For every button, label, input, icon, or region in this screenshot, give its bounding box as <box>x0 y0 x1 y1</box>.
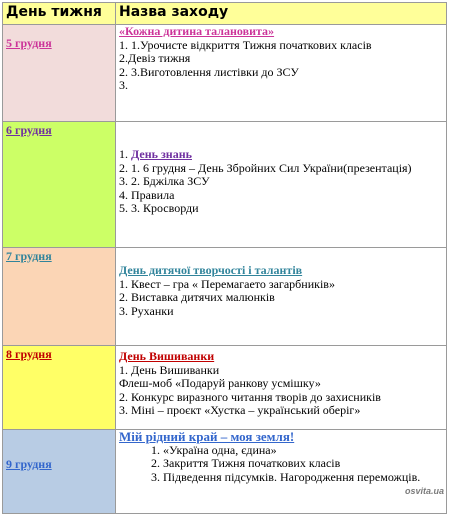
event-cell <box>116 25 447 122</box>
table-row <box>3 122 447 248</box>
header-row <box>3 3 447 25</box>
spacer <box>119 248 443 264</box>
list-item: 3. Руханки <box>119 303 174 318</box>
date-label: 7 грудня <box>6 249 52 263</box>
list-item: 2. Закриття Тижня початкових класів <box>151 456 341 470</box>
event-cell <box>116 346 447 430</box>
spacer <box>119 122 443 138</box>
list-item: 5. 3. Кросворди <box>119 201 199 215</box>
list-item: 4. Правила <box>119 187 175 202</box>
list-item: 1. Квест – гра « Перемагаето загарбників» <box>119 276 335 291</box>
event-title: День Вишиванки <box>119 349 215 363</box>
table-row <box>3 430 447 514</box>
list-item: 3. Міні – проєкт «Хустка – український оберіг» <box>119 403 361 417</box>
event-cell <box>116 122 447 248</box>
date-label: 9 грудня <box>6 457 52 471</box>
date-label: 5 грудня <box>6 36 52 50</box>
list-item: 3. <box>119 78 128 92</box>
list-item: Флеш-моб «Подаруй ранкову усмішку» <box>119 376 321 390</box>
list-item: 3. 2. Бджілка ЗСУ <box>119 174 210 188</box>
date-label: 6 грудня <box>6 123 52 137</box>
date-label: 8 грудня <box>6 347 52 361</box>
list-item: 2. Конкурс виразного читання творів до захисників <box>119 389 381 404</box>
list-item: 2. 1. 6 грудня – День Збройних Сил України(презентація) <box>119 160 412 175</box>
day-cell <box>3 430 116 514</box>
table-row <box>3 25 447 122</box>
event-cell <box>116 248 447 346</box>
event-title: Мій рідний край – моя земля! <box>119 429 295 444</box>
list-item: 2. Виставка дитячих малюнків <box>119 290 275 304</box>
watermark: osvita.ua <box>404 486 444 496</box>
event-title: «Кожна дитина талановита» <box>119 24 275 38</box>
list-item: 2.Девіз тижня <box>119 51 191 65</box>
day-cell <box>3 346 116 430</box>
list-item: 3. Підведення підсумків. Нагородження переможців. <box>151 469 421 484</box>
event-title: День дитячої творчості і талантів <box>119 263 303 277</box>
table-row <box>3 346 447 430</box>
table-row <box>3 248 447 346</box>
list-item: 1. «Україна одна, єдина» <box>151 442 277 457</box>
event-cell <box>116 430 447 514</box>
header-event: Назва заходу <box>116 3 447 25</box>
event-title: День знань <box>131 147 192 161</box>
day-cell <box>3 122 116 248</box>
list-item: 1. 1.Урочисте відкриття Тижня початкових класів <box>119 37 372 52</box>
list-item: 1. День знань <box>119 147 192 161</box>
schedule-table <box>2 2 447 514</box>
list-item: 2. 3.Виготовлення листівки до ЗСУ <box>119 64 299 79</box>
day-cell <box>3 25 116 122</box>
header-day: День тижня <box>3 3 116 25</box>
list-item: 1. День Вишиванки <box>119 362 220 377</box>
day-cell <box>3 248 116 346</box>
